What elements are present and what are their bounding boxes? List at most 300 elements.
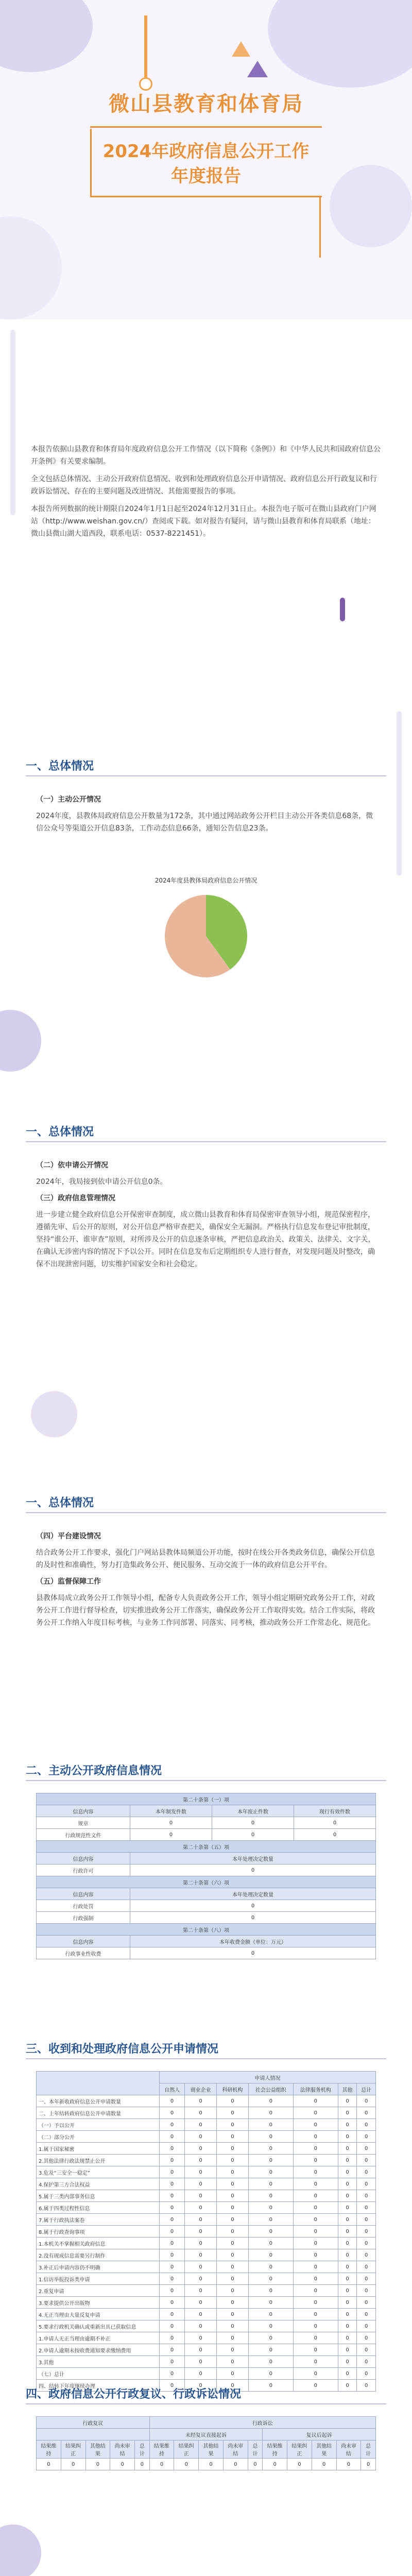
table-cell: 0 [293,2297,338,2309]
table-cell: 0 [338,2344,357,2356]
table-column-header: 结果纠正 [174,2441,199,2459]
table-cell: 0 [185,2332,217,2344]
table-row [37,2238,376,2249]
table-column-header: 本年收费金额（单位：万元） [130,1936,376,1947]
table-cell: 0 [185,2380,217,2392]
table-cell: 0 [216,2320,248,2332]
table-cell: 2.重复申请 [37,2285,160,2297]
table-cell: 8.属于行政查询事项 [37,2226,160,2238]
cover-rule [90,126,322,128]
table-cell: 0 [216,2273,248,2285]
table-cell: 0 [293,2119,338,2131]
table-cell: 0 [248,2285,293,2297]
table-column-header: 信息内容 [37,1805,130,1817]
table-cell: 0 [160,2297,185,2309]
subheading: （三）政府信息管理情况 [36,1194,115,1202]
table-cell: 0 [160,2249,185,2261]
table-cell: 0 [357,2356,376,2368]
table-cell: 0 [248,2202,293,2214]
table-cell: 2.没有现成信息需要另行制作 [37,2249,160,2261]
table-cell: 0 [216,2309,248,2320]
table-cell: 0 [293,2356,338,2368]
table-cell: 0 [357,2214,376,2226]
table-cell: 0 [61,2459,85,2470]
table-cell: 0 [357,2332,376,2344]
table-row [37,1900,376,1912]
table-cell: 0 [216,2297,248,2309]
table-cell: 0 [357,2131,376,2143]
table-cell: 0 [216,2190,248,2202]
table-cell: 0 [248,2119,293,2131]
table-cell: 0 [248,2107,293,2119]
decorative-bar [144,15,147,77]
table-cell: 0 [338,2285,357,2297]
table-cell: 0 [185,2095,217,2107]
table-cell: 4.无正当理由大量反复申请 [37,2309,160,2320]
table-column-header: 总计 [361,2441,376,2459]
table-cell: 0 [185,2166,217,2178]
table-row [37,2166,376,2178]
table-cell: 0 [216,2249,248,2261]
table-cell: 0 [216,2332,248,2344]
table-row [37,2356,376,2368]
table-column-header: 其他 [338,2083,357,2095]
table-cell: 5.要求行政机关确认或重新出具已获取信息 [37,2320,160,2332]
table-row [37,2368,376,2380]
table-cell: 规章 [37,1817,130,1829]
table-cell: 0 [293,2155,338,2166]
section-title: 一、总体情况 [26,1126,94,1139]
table-cell: 0 [160,2155,185,2166]
table-row [37,2202,376,2214]
table-column-header: 信息内容 [37,1853,130,1865]
table-cell: 0 [185,2107,217,2119]
table-cell: 3.危及“三安全一稳定” [37,2166,160,2178]
table-cell: 0 [216,2202,248,2214]
table-cell: 0 [185,2119,217,2131]
table-cell: 0 [185,2356,217,2368]
table-cell: 0 [263,2459,287,2470]
table-row [37,1912,376,1924]
table-cell: 0 [185,2297,217,2309]
table-cell: 行政许可 [37,1865,130,1876]
table-cell: 0 [248,2368,293,2380]
table-cell: 0 [357,2261,376,2273]
table-cell: 4.保护第三方合法权益 [37,2178,160,2190]
table-column-header: 社会公益组织 [248,2083,293,2095]
decorative-pill [340,598,345,621]
table-cell: 0 [199,2459,224,2470]
table-cell: 一、本年新收政府信息公开申请数量 [37,2095,160,2107]
table-cell: 0 [357,2107,376,2119]
cover-report-title [0,139,412,189]
table-cell: 0 [293,2249,338,2261]
table-column-header: 总计 [248,2441,263,2459]
table-cell: 1.本机关不掌握相关政府信息 [37,2238,160,2249]
table-cell: 0 [223,2459,248,2470]
table-cell: 0 [248,2309,293,2320]
table-cell: 0 [160,2226,185,2238]
table-cell: 行政规范性文件 [37,1829,130,1841]
table-column-header: 尚未审结 [223,2441,248,2459]
table-cell: 0 [216,2380,248,2392]
table-cell: 0 [185,2344,217,2356]
table-cell: 0 [248,2356,293,2368]
table-cell: 0 [293,2131,338,2143]
table-column-header: 结果维持 [149,2441,174,2459]
table-column-header: 法律服务机构 [293,2083,338,2095]
table-cell: 1.属于国家秘密 [37,2143,160,2155]
table-header: 行政复议 [37,2417,150,2429]
decorative-circle [0,2524,41,2576]
table-cell: 0 [293,2273,338,2285]
table-row [37,2119,376,2131]
table-section-header: 第二十条第（五）项 [37,1841,376,1853]
subheading: （一）主动公开情况 [36,795,101,804]
table-cell: 0 [293,2143,338,2155]
table-header: 申请人情况 [160,2072,376,2083]
table-cell: 0 [160,2356,185,2368]
table-cell: 0 [185,2226,217,2238]
table-cell: 0 [130,1817,212,1829]
table-cell: （二）部分公开 [37,2131,160,2143]
table-cell: 0 [212,1829,294,1841]
table-cell: 0 [338,2190,357,2202]
table-cell: 0 [293,2368,338,2380]
table-column-header: 其他结果 [85,2441,110,2459]
table-cell: 0 [338,2273,357,2285]
table-cell: 0 [357,2249,376,2261]
table-cell: 0 [185,2178,217,2190]
decorative-blob [0,216,62,319]
table-column-header: 信息内容 [37,1936,130,1947]
table-column-header: 其他结果 [199,2441,224,2459]
application-table [36,2071,376,2392]
table-cell: 0 [160,2261,185,2273]
table-cell: 0 [160,2238,185,2249]
paragraph: 2024年，我局接到依申请公开信息0条。 [36,1178,167,1186]
section-title: 一、总体情况 [26,1497,94,1510]
table-cell: 行政处罚 [37,1900,130,1912]
table-header: 复议后起诉 [263,2429,376,2441]
table-cell: 1.申请人无正当理由逾期不补正 [37,2332,160,2344]
section-divider [26,2058,386,2059]
table-cell: 0 [357,2119,376,2131]
table-cell: 6.属于四类过程性信息 [37,2202,160,2214]
table-cell: 0 [216,2095,248,2107]
side-deco [397,711,402,876]
table-cell: 0 [248,2190,293,2202]
side-deco [10,330,15,515]
section-divider [26,775,386,776]
table-cell: 0 [338,2320,357,2332]
table-cell: 0 [160,2143,185,2155]
table-cell: 0 [357,2178,376,2190]
subheading: （二）依申请公开情况 [36,1161,108,1170]
table-row [37,1817,376,1829]
table-cell: 0 [357,2238,376,2249]
intro-paragraph: 全文包括总体情况、主动公开政府信息情况、收到和处理政府信息公开申请情况、政府信息公开行政复议和行政诉讼情况、存在的主要问题及改进情况、其他需要报告的事项。 [31,475,377,496]
table-cell: 0 [216,2261,248,2273]
table-header: 未经复议直接起诉 [149,2429,263,2441]
table-cell: 0 [185,2214,217,2226]
table-cell: 0 [293,2344,338,2356]
table-cell: 0 [248,2332,293,2344]
cover-rule [319,196,321,258]
table-cell: （七）总计 [37,2368,160,2380]
table-section-header: 第二十条第（六）项 [37,1876,376,1888]
table-cell: 0 [130,1900,376,1912]
table-cell: 0 [216,2238,248,2249]
table-cell: 0 [338,2095,357,2107]
section-divider [26,2403,386,2404]
table-cell: 0 [160,2190,185,2202]
table-cell: 0 [248,2261,293,2273]
table-cell: 0 [174,2459,199,2470]
table-column-header: 商业企业 [185,2083,217,2095]
table-cell: 0 [37,2459,61,2470]
table-cell: 0 [216,2166,248,2178]
table-cell: 0 [338,2131,357,2143]
table-cell: 0 [185,2249,217,2261]
table-cell: 0 [185,2309,217,2320]
table-cell: 0 [212,1817,294,1829]
table-cell: 3.其他 [37,2356,160,2368]
table-cell: 0 [312,2459,336,2470]
table-cell: 2.其他法律行政法规禁止公开 [37,2155,160,2166]
table-cell: 二、上年结转政府信息公开申请数量 [37,2107,160,2119]
table-cell: 0 [338,2309,357,2320]
table-cell: 0 [216,2155,248,2166]
table-cell: 0 [361,2459,376,2470]
table-cell: 0 [160,2107,185,2119]
table-cell: 0 [338,2332,357,2344]
table-cell: 0 [248,2178,293,2190]
table-row [37,2178,376,2190]
table-cell: 0 [293,2107,338,2119]
table-row [37,2285,376,2297]
table-cell: 0 [293,2332,338,2344]
table-cell: 0 [216,2178,248,2190]
table-cell: 0 [357,2095,376,2107]
chart-title: 2024年度县教体局政府信息公开情况 [154,877,258,884]
table-column-header: 结果纠正 [287,2441,312,2459]
table-cell: 0 [248,2166,293,2178]
table-cell: 0 [293,2285,338,2297]
table-cell: 0 [338,2143,357,2155]
table-cell: 0 [338,2202,357,2214]
table-header [37,2429,150,2441]
table-cell: 0 [248,2095,293,2107]
table-cell: 0 [216,2344,248,2356]
section-title: 一、总体情况 [26,760,94,773]
subheading: （五）监督保障工作 [36,1578,101,1586]
table-cell: 0 [185,2261,217,2273]
table-row [37,2226,376,2238]
table-cell: 0 [130,1912,376,1924]
table-row [37,2095,376,2107]
table-cell: 0 [248,2155,293,2166]
cover-rule [90,129,92,196]
table-row [37,2273,376,2285]
table-cell: 3.要求提供公开出版物 [37,2297,160,2309]
table-cell: 0 [160,2344,185,2356]
table-row [37,2309,376,2320]
review-litigation-table [36,2416,376,2470]
table-column-header: 信息内容 [37,1888,130,1900]
table-row [37,2190,376,2202]
table-cell: 0 [293,2261,338,2273]
table-cell: 0 [160,2095,185,2107]
table-row [37,2155,376,2166]
table-row [37,2131,376,2143]
table-cell: 0 [338,2226,357,2238]
table-column-header: 本年处理决定数量 [130,1888,376,1900]
table-cell: 1.信访举报投诉类申请 [37,2273,160,2285]
table-row [37,2249,376,2261]
table-cell: 0 [248,2131,293,2143]
table-cell: 0 [357,2190,376,2202]
cover-org-title: 微山县教育和体育局 [109,92,303,116]
cover-title-line1: 2024年政府信息公开工作 [102,141,310,162]
table-cell: 0 [160,2273,185,2285]
table-row [37,2344,376,2356]
table-column-header: 本年废止件数 [212,1805,294,1817]
table-row [37,2107,376,2119]
table-cell: 0 [248,2297,293,2309]
decorative-circle [31,1391,77,1437]
table-cell: 0 [357,2226,376,2238]
table-cell: 0 [338,2166,357,2178]
cover-title-line2: 年度报告 [171,166,241,187]
table-row [37,1829,376,1841]
section-title: 二、主动公开政府信息情况 [26,1765,162,1777]
table-cell: 0 [160,2309,185,2320]
table-cell: 0 [248,2143,293,2155]
table-cell: 0 [357,2155,376,2166]
table-cell: 0 [160,2214,185,2226]
table-column-header: 总计 [135,2441,150,2459]
table-cell: 0 [216,2368,248,2380]
section-body [36,1530,376,1633]
table-cell: 0 [130,1865,376,1876]
table-cell: 行政事业性收费 [37,1947,130,1959]
table-header [37,2072,160,2095]
section-divider [26,1512,386,1513]
table-cell: 0 [185,2202,217,2214]
table-cell: 0 [248,2459,263,2470]
table-cell: 0 [160,2380,185,2392]
table-cell: 0 [293,2178,338,2190]
table-cell: 0 [185,2368,217,2380]
table-cell: 0 [185,2273,217,2285]
table-cell: 0 [248,2380,293,2392]
table-cell: 0 [248,2214,293,2226]
section-divider [26,1141,386,1142]
table-cell: 0 [338,2261,357,2273]
table-cell: 0 [338,2107,357,2119]
table-cell: 0 [185,2190,217,2202]
table-cell: 0 [185,2143,217,2155]
section-body [36,1159,376,1275]
table-cell: 0 [336,2459,361,2470]
section-body [36,793,376,839]
table-cell: 0 [357,2297,376,2309]
table-row [37,2320,376,2332]
table-column-header: 自然人 [160,2083,185,2095]
table-cell: 0 [160,2202,185,2214]
table-cell: 行政强制 [37,1912,130,1924]
table-cell: 0 [216,2214,248,2226]
table-row [37,2332,376,2344]
table-cell: 0 [130,1947,376,1959]
table-cell: 0 [338,2297,357,2309]
table-cell: 0 [357,2202,376,2214]
pie-chart [154,876,258,989]
table-cell: 5.属于三类内部事务信息 [37,2190,160,2202]
table-cell: 0 [293,2309,338,2320]
table-cell: 0 [293,2320,338,2332]
table-column-header: 结果维持 [37,2441,61,2459]
table-cell: 0 [293,2166,338,2178]
proactive-disclosure-table [36,1793,376,1959]
table-cell: 0 [185,2131,217,2143]
table-cell: 0 [293,2380,338,2392]
intro-paragraph: 本报告所列数据的统计期限自2024年1月1日起至2024年12月31日止。本报告电子版可在微山县政府门户网站（http://www.weishan.gov.cn/）查阅或下载。如对报告有疑问，请与微山县教育和体育局联系（地址：微山县微山湖大道西段，联系电话：0537-8221451）。 [31,505,376,538]
table-cell: 0 [130,1829,212,1841]
table-cell: 0 [185,2155,217,2166]
table-cell: 0 [216,2285,248,2297]
paragraph: 进一步建立健全政府信息公开保密审查制度，成立微山县教育和体育局保密审查领导小组，规范保密程序，遵循先审、后公开的原则，对公开信息严格审查把关，确保安全无漏洞。严格执行信息发布登记审批制度，坚持“谁公开、谁审查”原则，对所涉及公开的信息逐条审核，严把信息政治关、政策关、法律关、文字关，在确认无涉密内容的情况下予以公开。同时在信息发布后定期组织专人进行督查，对发现问题及时整改，确保不出现泄密问题，切实维护国家安全和社会稳定。 [36,1211,375,1268]
table-cell: 0 [160,2178,185,2190]
table-cell: 0 [293,2238,338,2249]
table-cell: （一）予以公开 [37,2119,160,2131]
table-cell: 0 [294,1817,376,1829]
table-column-header: 本年制发件数 [130,1805,212,1817]
table-cell: 0 [185,2285,217,2297]
table-cell: 0 [293,2190,338,2202]
table-cell: 0 [149,2459,174,2470]
paragraph: 结合政务公开工作要求，强化门户网站县教体局频道公开功能，按时在线公开各类政务信息，确保公开信息的及时性和准确性，努力打造集政务公开、便民服务、互动交流于一体的政府信息公开平台。 [36,1549,375,1569]
pie-svg [154,885,258,988]
table-cell: 0 [338,2214,357,2226]
table-cell: 0 [248,2238,293,2249]
table-column-header: 尚未审结 [336,2441,361,2459]
table-cell: 2.申请人逾期未按收费通知要求缴纳费用 [37,2344,160,2356]
table-cell: 0 [185,2320,217,2332]
table-cell: 0 [338,2119,357,2131]
table-row [37,1865,376,1876]
table-cell: 0 [248,2320,293,2332]
table-cell: 0 [135,2459,150,2470]
paragraph: 县教体局成立政务公开工作领导小组，配备专人负责政务公开工作，领导小组定期研究政务公开工作，对政务公开工作进行督导检查，切实推进政务公开工作落实，确保政务公开工作取得实效。结合工作实际，将政务公开工作纳入年度目标考核，与业务工作同部署、同落实、同考核，推动政务公开工作常态化、规范化。 [36,1594,375,1627]
table-cell: 7.属于行政执法案卷 [37,2214,160,2226]
table-row [37,1947,376,1959]
table-cell: 0 [287,2459,312,2470]
table-cell: 0 [160,2166,185,2178]
table-cell: 0 [338,2155,357,2166]
table-cell: 0 [160,2285,185,2297]
intro [31,443,381,545]
table-cell: 0 [293,2226,338,2238]
table-row [37,2214,376,2226]
table-cell: 0 [357,2309,376,2320]
table-cell: 0 [216,2226,248,2238]
table-cell: 0 [338,2249,357,2261]
table-column-header: 现行有效件数 [294,1805,376,1817]
table-cell: 0 [248,2226,293,2238]
table-cell: 0 [357,2368,376,2380]
